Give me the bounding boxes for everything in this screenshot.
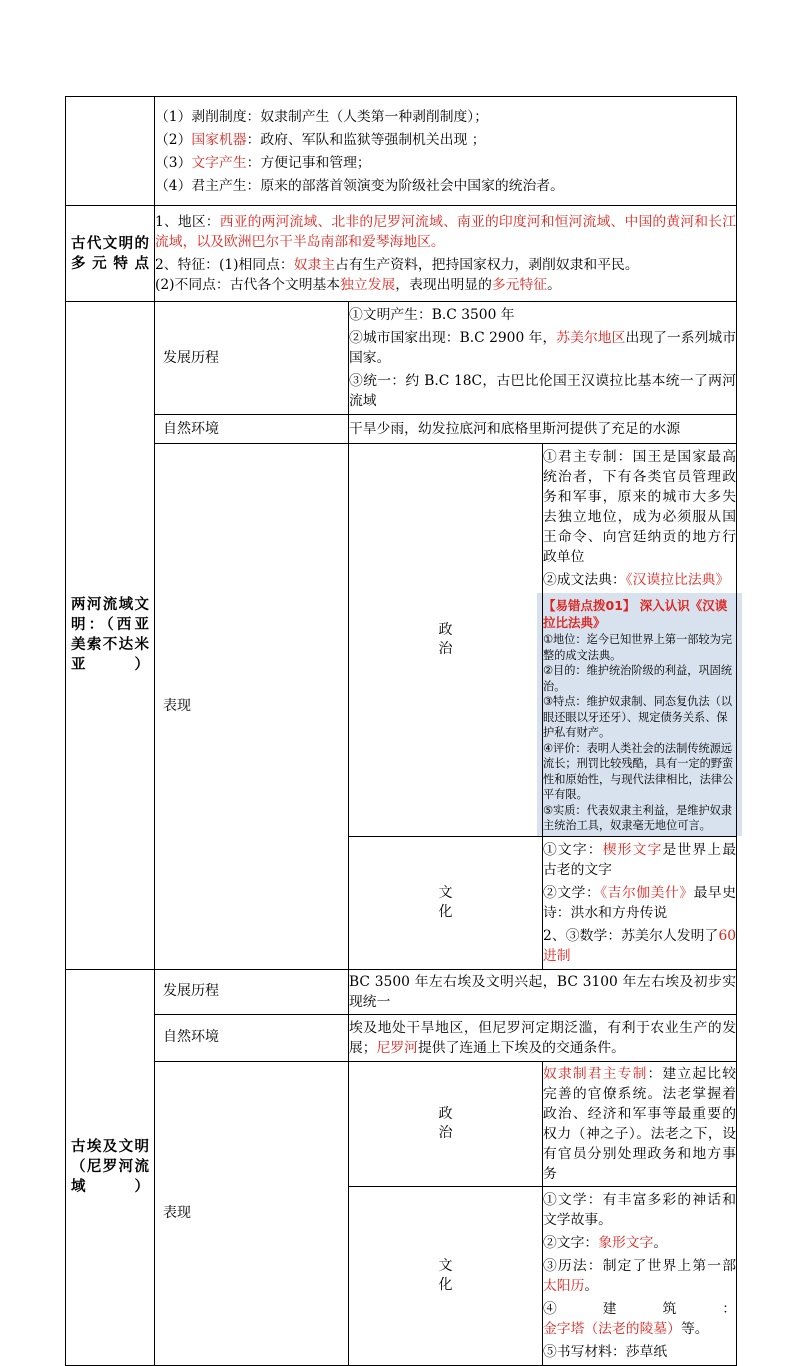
meso-dev-cell bbox=[349, 302, 737, 415]
perf-label: 表现 bbox=[163, 697, 191, 714]
egypt-env-cell bbox=[349, 1014, 737, 1061]
tip-line: ①地位：迄今已知世界上第一部较为完整的成文法典。 bbox=[543, 633, 733, 662]
multi-features-cell bbox=[155, 206, 737, 302]
list-item: ②文字：象形文字。 bbox=[543, 1234, 668, 1251]
list-item: （2）国家机器：政府、军队和监狱等强制机关出现 ； bbox=[155, 131, 486, 148]
dev-label: 发展历程 bbox=[163, 349, 219, 366]
tip-line: ⑤实质：代表奴隶主利益，是维护奴隶主统治工具，奴隶毫无地位可言。 bbox=[543, 803, 733, 832]
label-cell bbox=[349, 836, 543, 969]
egypt-dev-cell bbox=[349, 969, 737, 1014]
label-cell bbox=[349, 1186, 543, 1365]
list-item: ④建筑：金字塔（法老的陵墓）等。 bbox=[543, 1300, 736, 1337]
list-item: （3）文字产生：方便记事和管理； bbox=[155, 154, 371, 171]
label-cell bbox=[155, 1061, 349, 1365]
list-item: ③历法：制定了世界上第一部太阳历。 bbox=[543, 1257, 736, 1294]
tip-line: ③特点：维护奴隶制、同态复仇法（以眼还眼以牙还牙）、规定债务关系、保护私有财产。 bbox=[543, 695, 733, 739]
row-egypt-environment bbox=[66, 1014, 737, 1061]
culture-label: 文化 bbox=[438, 884, 453, 920]
culture-label: 文化 bbox=[438, 1257, 453, 1293]
list-item: ③统一：约 B.C 18C，古巴比伦国王汉谟拉比基本统一了两河流域 bbox=[349, 373, 736, 409]
row-header: 古埃及文明（尼罗河流域） bbox=[71, 1139, 149, 1195]
tip-box bbox=[537, 593, 742, 836]
list-item: ①文字：楔形文字是世界上最古老的文字 bbox=[543, 841, 736, 878]
dev-text: BC 3500 年左右埃及文明兴起，BC 3100 年左右埃及初步实现统一 bbox=[349, 973, 736, 1010]
tip-title: 【易错点拨01】 深入认识《汉谟拉比法典》 bbox=[543, 598, 728, 630]
row-egypt-politics bbox=[66, 1061, 737, 1186]
list-item: ①君主专制：国王是国家最高统治者，下有各类官员管理政务和军事，原来的城市大多失去独立地位，成为必须服从国王命令、向宫廷纳贡的地方行政单位 bbox=[543, 449, 736, 565]
label-cell bbox=[349, 444, 543, 837]
tip-line: ④评价：表明人类社会的法制传统源远流长；刑罚比较残酷，具有一定的野蛮性和原始性，与现代法律相比，法律公平有限。 bbox=[543, 741, 734, 801]
feature-text: 2、特征：(1)相同点：奴隶主占有生产资料，把持国家权力，剥削奴隶和平民。 bbox=[155, 257, 639, 273]
difference-text: (2)不同点：古代各个文明基本独立发展，表现出明显的多元特征。 bbox=[155, 277, 561, 293]
meso-politics-cell bbox=[543, 444, 737, 837]
politics-text: 奴隶制君主专制：建立起比较完善的官僚系统。法老掌握着政治、经济和军事等最重要的权力（神之子）。法老之下，设有官员分别处理政务和地方事务 bbox=[543, 1065, 737, 1182]
egypt-culture-cell bbox=[543, 1186, 737, 1365]
perf-label: 表现 bbox=[163, 1204, 191, 1221]
politics-label: 政治 bbox=[438, 621, 453, 657]
row-meso-environment bbox=[66, 415, 737, 444]
label-cell bbox=[155, 1014, 349, 1061]
env-text: 干旱少雨，幼发拉底河和底格里斯河提供了充足的水源 bbox=[349, 421, 681, 437]
env-label: 自然环境 bbox=[163, 1029, 219, 1045]
label-cell bbox=[155, 969, 349, 1014]
label-cell bbox=[155, 302, 349, 415]
list-item: ②城市国家出现：B.C 2900 年，苏美尔地区出现了一系列城市国家。 bbox=[349, 330, 737, 366]
politics-label: 政治 bbox=[438, 1105, 453, 1141]
row-header-cell bbox=[66, 206, 155, 302]
social-changes-cell bbox=[155, 97, 737, 206]
label-cell bbox=[155, 444, 349, 970]
meso-env-cell bbox=[349, 415, 737, 444]
row-header-cell bbox=[66, 302, 155, 970]
dev-label: 发展历程 bbox=[163, 983, 219, 999]
row-meso-politics bbox=[66, 444, 737, 837]
egypt-politics-cell bbox=[543, 1061, 737, 1186]
row-meso-development bbox=[66, 302, 737, 415]
list-item: （4）君主产生：原来的部落首领演变为阶级社会中国家的统治者。 bbox=[155, 177, 564, 194]
env-text: 埃及地处干旱地区，但尼罗河定期泛滥，有利于农业生产的发展；尼罗河提供了连通上下埃及的交通条件。 bbox=[349, 1019, 736, 1056]
row-header: 两河流域文明：（西亚美索不达米亚） bbox=[71, 597, 149, 674]
row-header-cell bbox=[66, 969, 155, 1365]
env-label: 自然环境 bbox=[163, 420, 219, 437]
list-item: ②成文法典：《汉谟拉比法典》 bbox=[543, 572, 730, 588]
tip-line: ②目的：维护统治阶级的利益，巩固统治。 bbox=[543, 664, 733, 693]
row-egypt-development bbox=[66, 969, 737, 1014]
label-cell bbox=[349, 1061, 543, 1186]
region-text: 1、地区：西亚的两河流域、北非的尼罗河流域、南亚的印度河和恒河流域、中国的黄河和长江流域，以及欧洲巴尔干半岛南部和爱琴海地区。 bbox=[155, 214, 736, 250]
row-social-changes bbox=[66, 97, 737, 206]
list-item: ①文明产生：B.C 3500 年 bbox=[349, 307, 515, 323]
list-item: ②文学：《吉尔伽美什》最早史诗：洪水和方舟传说 bbox=[543, 884, 737, 921]
row-header: 古代文明的多元特点 bbox=[71, 235, 149, 272]
list-item: （1）剥削制度：奴隶制产生（人类第一种剥削制度）； bbox=[155, 108, 489, 125]
row-multi-features bbox=[66, 206, 737, 302]
label-cell bbox=[155, 415, 349, 444]
list-item: 2、③数学：苏美尔人发明了60 进制 bbox=[543, 927, 736, 964]
list-item: ①文学：有丰富多彩的神话和文学故事。 bbox=[543, 1191, 736, 1228]
history-table bbox=[65, 96, 737, 1366]
meso-culture-cell bbox=[543, 836, 737, 969]
list-item: ⑤书写材料：莎草纸 bbox=[543, 1343, 668, 1360]
empty-header-cell bbox=[66, 97, 155, 206]
